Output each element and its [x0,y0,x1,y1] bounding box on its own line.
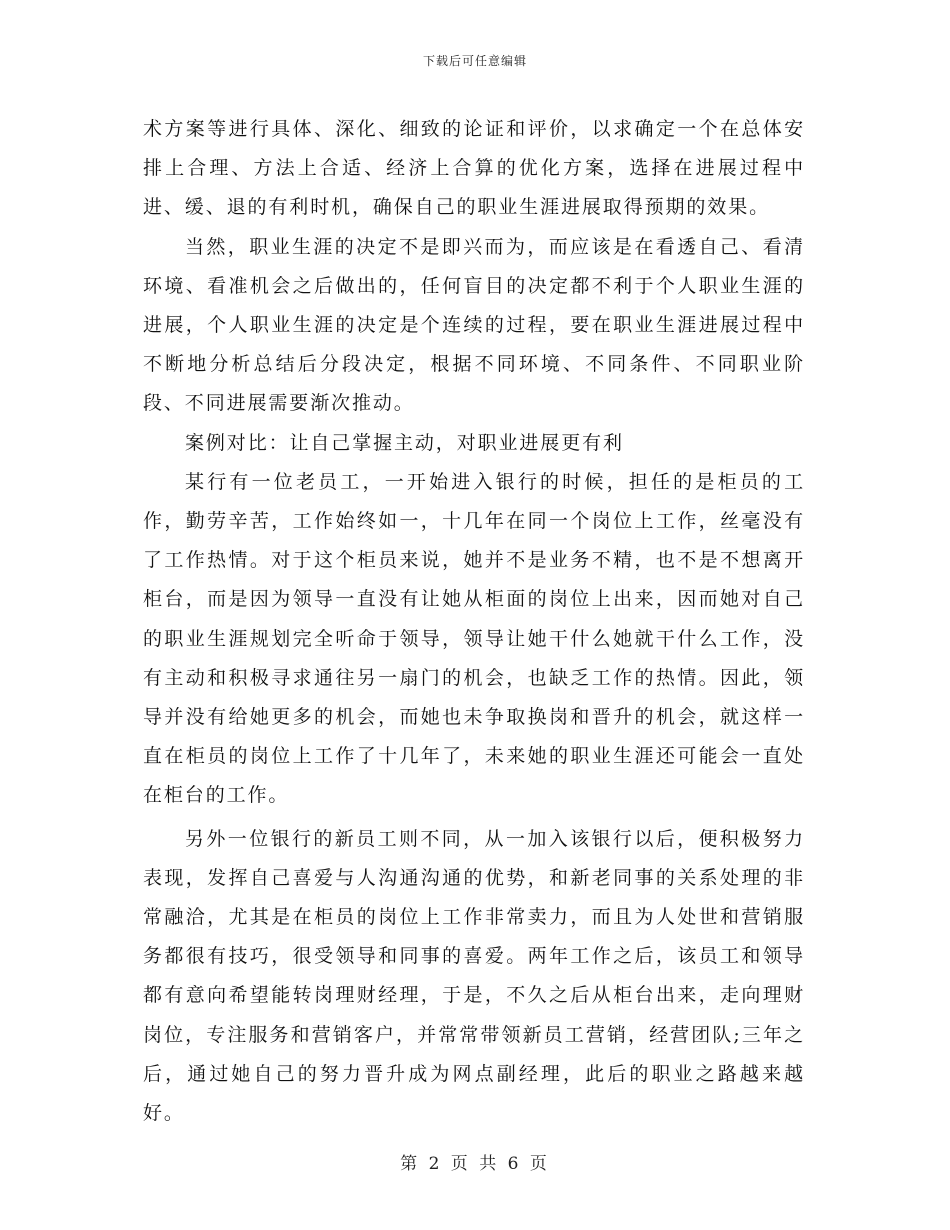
page-header: 下载后可任意编辑 [422,54,527,68]
paragraph-continued: 术方案等进行具体、深化、细致的论证和评价，以求确定一个在总体安排上合理、方法上合适、经济上合算的优化方案，选择在进展过程中进、缓、退的有利时机，确保自己的职业生涯进展取得预期的效果。 [143,118,805,219]
page-number-footer: 第 2 页 共 6 页 [400,1154,550,1174]
section-heading-case-comparison: 案例对比：让自己掌握主动，对职业进展更有利 [185,431,624,454]
paragraph-case-old-employee: 某行有一位老员工，一开始进入银行的时候，担任的是柜员的工作，勤劳辛苦，工作始终如一，十几年在同一个岗位上工作，丝毫没有了工作热情。对于这个柜员来说，她并不是业务不精，也不是不想离开柜台，而是因为领导一直没有让她从柜面的岗位上出来，因而她对自己的职业生涯规划完全听命于领导，领导让她干什么她就干什么工作，没有主动和积极寻求通往另一扇门的机会，也缺乏工作的热情。因此，领导并没有给她更多的机会，而她也未争取换岗和晋升的机会，就这样一直在柜员的岗位上工作了十几年了，未来她的职业生涯还可能会一直处在柜台的工作。 [143,470,805,807]
paragraph-case-new-employee: 另外一位银行的新员工则不同，从一加入该银行以后，便积极努力表现，发挥自己喜爱与人沟通沟通的优势，和新老同事的关系处理的非常融洽，尤其是在柜员的岗位上工作非常卖力，而且为人处世和营销服务都很有技巧，很受领导和同事的喜爱。两年工作之后，该员工和领导都有意向希望能转岗理财经理，于是，不久之后从柜台出来，走向理财岗位，专注服务和营销客户，并常常带领新员工营销，经营团队;三年之后，通过她自己的努力晋升成为网点副经理，此后的职业之路越来越好。 [143,827,805,1125]
document-body [143,110,805,1133]
paragraph-decision: 当然，职业生涯的决定不是即兴而为，而应该是在看透自己、看清环境、看准机会之后做出的，任何盲目的决定都不利于个人职业生涯的进展，个人职业生涯的决定是个连续的过程，要在职业生涯进展过程中不断地分析总结后分段决定，根据不同环境、不同条件、不同职业阶段、不同进展需要渐次推动。 [143,235,805,415]
